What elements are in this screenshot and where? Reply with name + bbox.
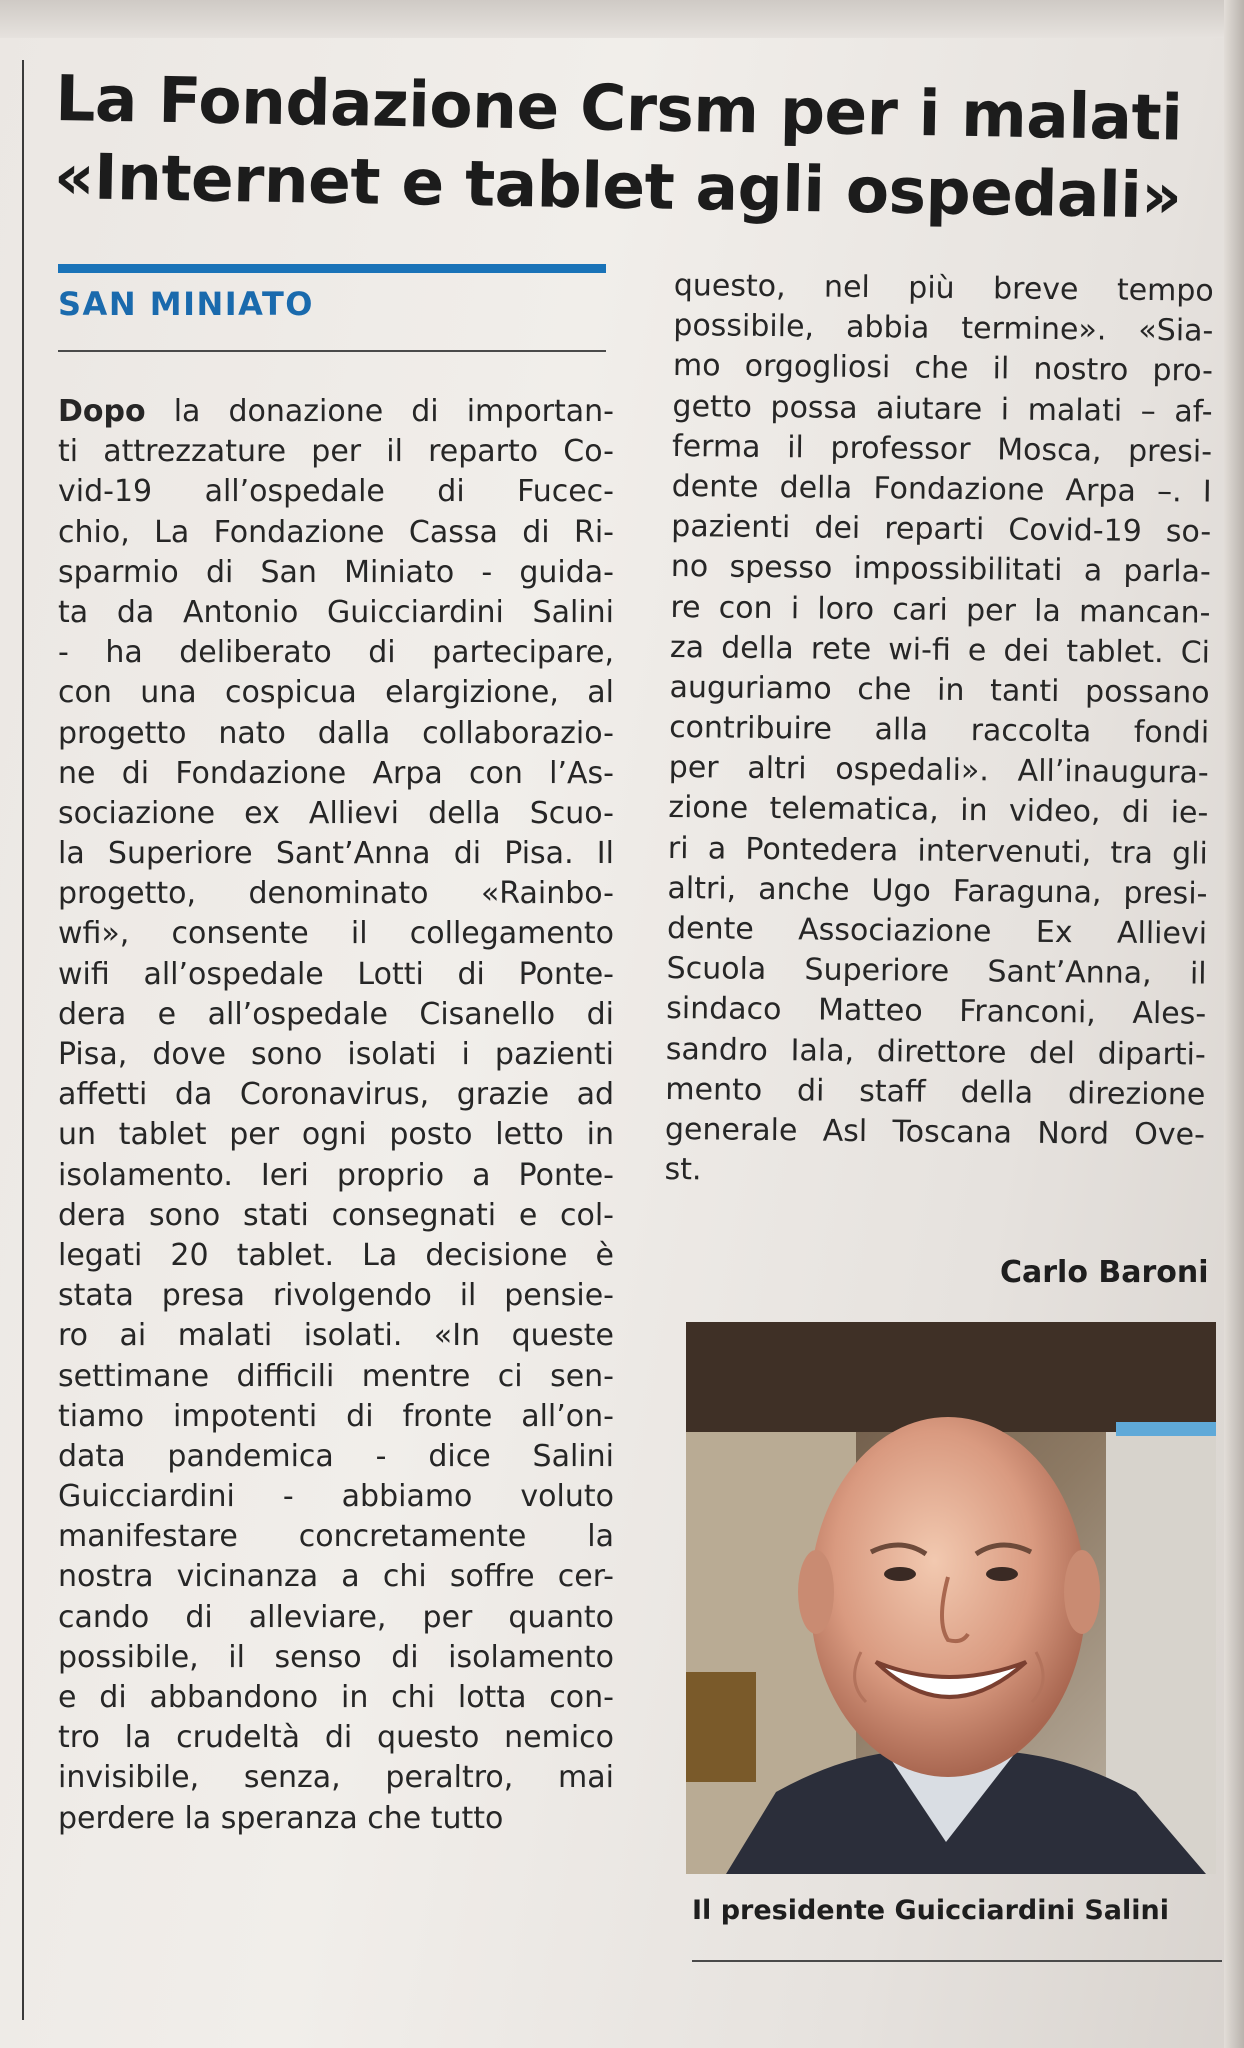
left-column-rule <box>22 60 24 2020</box>
article-line: stata presa rivolgendo il pensie- <box>58 1278 614 1314</box>
headline-line-1: La Fondazione Crsm per i malati <box>54 61 1183 155</box>
article-line: per altri ospedali». All’inaugura- <box>668 750 1209 791</box>
article-line: dente Associazione Ex Allievi <box>666 910 1208 952</box>
article-line: ti attrezzature per il reparto Co- <box>58 434 614 470</box>
article-line: vid-19 all’ospedale di Fucec- <box>58 474 614 510</box>
article-line: wifi all’ospedale Lotti di Ponte- <box>58 956 614 992</box>
article-line: settimane difficili mentre ci sen- <box>58 1358 614 1394</box>
article-line: cando di alleviare, per quanto <box>58 1599 614 1635</box>
article-line: sandro Iala, direttore del diparti- <box>665 1031 1206 1073</box>
article-line: progetto, denominato «Rainbo- <box>58 876 614 912</box>
article-line: perdere la speranza che tutto <box>58 1800 504 1836</box>
article-line: data pandemica - dice Salini <box>58 1438 614 1474</box>
article-line: e di abbandono in chi lotta con- <box>58 1680 614 1715</box>
article-column-left <box>58 392 614 1839</box>
lead-word: Dopo <box>58 394 146 429</box>
article-line: legati 20 tablet. La decisione è <box>58 1237 614 1273</box>
article-line: Guicciardini - abbiamo voluto <box>58 1479 614 1515</box>
article-line: questo, nel più breve tempo <box>673 267 1214 309</box>
article-line: Pisa, dove sono isolati i pazienti <box>58 1037 614 1072</box>
article-line: no spesso impossibilitati a parla- <box>670 549 1212 590</box>
article-column-right <box>664 266 1214 1196</box>
author-byline: Carlo Baroni <box>1000 1255 1209 1290</box>
article-line: la Superiore Sant’Anna di Pisa. Il <box>58 836 614 872</box>
article-line: re con i loro cari per la mancan- <box>670 589 1211 631</box>
article-line <box>58 392 614 432</box>
article-line: dera e all’ospedale Cisanello di <box>58 996 614 1032</box>
article-line: sindaco Matteo Franconi, Ales- <box>666 991 1207 1032</box>
article-line: dera sono stati consegnati e col- <box>58 1197 614 1233</box>
article-line: nostra vicinanza a chi soffre cer- <box>58 1559 614 1595</box>
article-line: generale Asl Toscana Nord Ove- <box>664 1111 1206 1153</box>
portrait-photo <box>686 1322 1216 1874</box>
article-line: affetti da Coronavirus, grazie ad <box>58 1077 614 1113</box>
article-line: ne di Fondazione Arpa con l’As- <box>58 755 614 791</box>
article-line: mento di staff della direzione <box>665 1071 1206 1113</box>
article-line: za della rete wi-fi e dei tablet. Ci <box>669 629 1211 671</box>
page-right-edge <box>1224 0 1244 2048</box>
article-line: ro ai malati isolati. «In queste <box>58 1318 614 1354</box>
article-line: con una cospicua elargizione, al <box>58 675 614 711</box>
headline <box>53 60 1186 236</box>
article-line: sociazione ex Allievi della Scuo- <box>58 795 614 831</box>
article-line: possibile, abbia termine». «Sia- <box>673 308 1214 349</box>
article-line: contribuire alla raccolta fondi <box>668 710 1210 751</box>
article-line: ferma il professor Mosca, presi- <box>671 428 1213 470</box>
headline-line-2: «Internet e tablet agli ospedali» <box>53 139 1183 233</box>
article-line: tiamo impotenti di fronte all’on- <box>58 1398 614 1434</box>
article-line: - ha deliberato di partecipare, <box>58 635 614 671</box>
article-line: invisibile, senza, peraltro, mai <box>58 1760 614 1796</box>
portrait-illustration <box>686 1322 1216 1874</box>
article-line: st. <box>664 1152 702 1188</box>
article-line: un tablet per ogni posto letto in <box>58 1117 614 1153</box>
section-accent-bar <box>58 264 606 273</box>
article-line: tro la crudeltà di questo nemico <box>58 1720 614 1756</box>
article-line: getto possa aiutare i malati – af- <box>672 388 1213 430</box>
page-top-edge <box>0 0 1244 38</box>
article-line: manifestare concretamente la <box>58 1519 614 1555</box>
article-line: wfi», consente il collegamento <box>58 916 614 952</box>
article-line: zione telematica, in video, di ie- <box>668 790 1209 832</box>
article-line: Scuola Superiore Sant’Anna, il <box>666 951 1207 992</box>
article-line: ta da Antonio Guicciardini Salini <box>58 594 614 630</box>
photo-caption: Il presidente Guicciardini Salini <box>692 1895 1170 1926</box>
section-label: SAN MINIATO <box>58 285 314 323</box>
lead-line-rest: la donazione di importan- <box>145 394 614 429</box>
article-line: progetto nato dalla collaborazio- <box>58 715 614 751</box>
article-line: isolamento. Ieri proprio a Ponte- <box>58 1157 614 1193</box>
article-line: auguriamo che in tanti possano <box>669 669 1210 711</box>
article-line: sparmio di San Miniato - guida- <box>58 554 614 590</box>
article-line: possibile, il senso di isolamento <box>58 1639 614 1675</box>
article-line: dente della Fondazione Arpa –. I <box>671 468 1212 510</box>
caption-divider <box>692 1960 1222 1962</box>
article-line: chio, La Fondazione Cassa di Ri- <box>58 514 614 550</box>
article-line: pazienti dei reparti Covid-19 so- <box>671 509 1212 550</box>
section-divider <box>58 350 606 352</box>
article-line: mo orgogliosi che il nostro pro- <box>672 348 1214 390</box>
article-line: ri a Pontedera intervenuti, tra gli <box>667 830 1209 872</box>
article-line: altri, anche Ugo Faraguna, presi- <box>667 870 1208 912</box>
